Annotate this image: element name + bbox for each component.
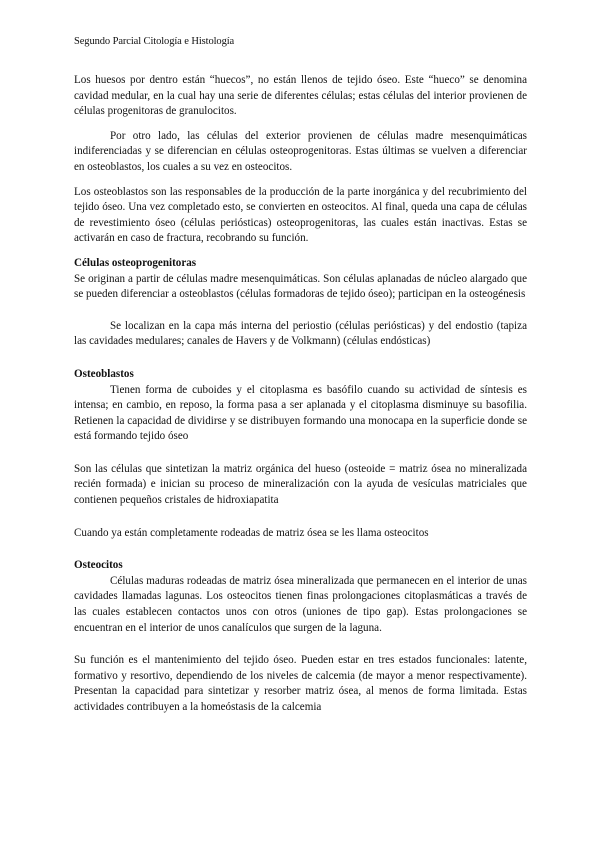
heading-osteoprogenitor-cells: Células osteoprogenitoras [74, 256, 197, 269]
document-body [74, 73, 527, 716]
heading-osteocytes: Osteocitos [74, 559, 123, 572]
page-header: Segundo Parcial Citología e Histología [74, 36, 235, 47]
paragraph-exterior-cells: Por otro lado, las células del exterior provienen de células madre mesenquimáticas indiferenciadas y se diferencian en células osteoprogenitoras. Estas últimas se vuelven a diferenciar en osteoblastos, los cuales a su vez en osteocitos. [74, 129, 527, 173]
heading-osteoblasts: Osteoblastos [74, 367, 134, 380]
paragraph-osteoprogenitor-origin: Se originan a partir de células madre mesenquimáticas. Son células aplanadas de núcleo alargado que se pueden diferenciar a osteoblastos (células formadoras de tejido óseo); participan en la osteogénesis [74, 272, 527, 301]
paragraph-osteoblasts-function: Los osteoblastos son las responsables de la producción de la parte inorgánica y del recubrimiento del tejido óseo. Una vez completado esto, se convierten en osteocitos. Al final, queda una capa de células de revestimiento óseo (células periósticas) osteoprogenitoras, las cuales están inactivas. Estas se activarán en caso de fractura, recobrando su función. [74, 185, 527, 245]
paragraph-osteoprogenitor-location: Se localizan en la capa más interna del periostio (células periósticas) y del endostio (tapiza las cavidades medulares; canales de Havers y de Volkmann) (células endósticas) [74, 319, 527, 348]
paragraph-medullary-cavity: Los huesos por dentro están “huecos”, no están llenos de tejido óseo. Este “hueco” se denomina cavidad medular, en la cual hay una serie de diferentes células; estas células del interior provienen de células progenitoras de granulocitos. [74, 74, 527, 118]
paragraph-osteocytes-transition: Cuando ya están completamente rodeadas de matriz ósea se les llama osteocitos [74, 526, 429, 539]
paragraph-osteocytes-function: Su función es el mantenimiento del tejido óseo. Pueden estar en tres estados funcionales: latente, formativo y resortivo, dependiendo de los niveles de calcemia (de mayor a menor respectivamente). Presentan la capacidad para sintetizar y resorber matriz ósea, al menos de forma limitada. Estas actividades contribuyen a la homeóstasis de la calcemia [74, 654, 527, 713]
paragraph-osteocytes-description: Células maduras rodeadas de matriz ósea mineralizada que permanecen en el interior de unas cavidades llamadas lagunas. Los osteocitos tienen finas prolongaciones citoplasmáticas a través de las cuales establecen contactos unos con otros (uniones de tipo gap). Estas prolongaciones se encuentran en el interior de unos canalículos que surgen de la laguna. [74, 574, 527, 634]
paragraph-osteoblasts-synthesis: Son las células que sintetizan la matriz orgánica del hueso (osteoide = matriz ósea no mineralizada recién formada) e inician su proceso de mineralización con la ayuda de vesículas matriciales que contienen pequeños cristales de hidroxiapatita [74, 462, 527, 507]
paragraph-osteoblasts-shape: Tienen forma de cuboides y el citoplasma es basófilo cuando su actividad de síntesis es intensa; en cambio, en reposo, la forma pasa a ser aplanada y el citoplasma disminuye su basofilia. Retienen la capacidad de dividirse y se distribuyen formando una monocapa en la superficie donde se está formando tejido óseo [74, 383, 527, 443]
